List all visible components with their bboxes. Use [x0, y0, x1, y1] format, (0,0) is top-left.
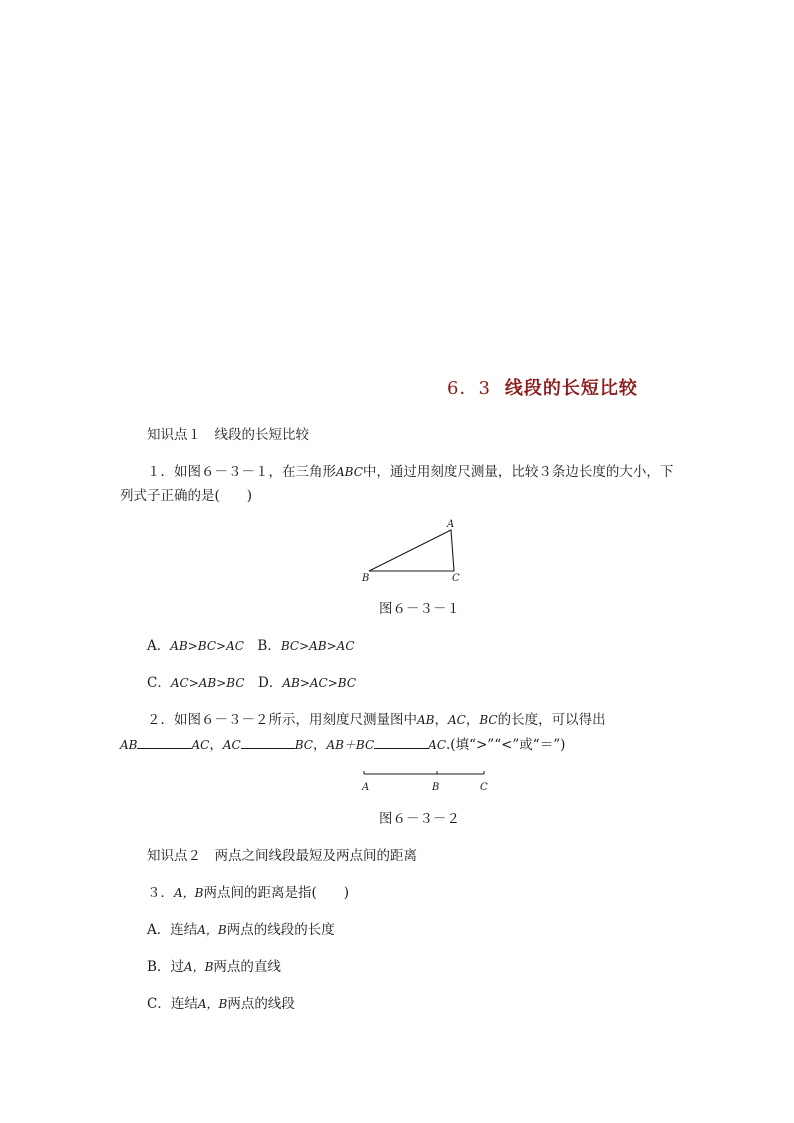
q3-opt-a-text-b: 两点的线段的长度 [226, 922, 335, 938]
q2-l2-ac-3: AC [428, 738, 447, 752]
option-b-letter: B． [243, 638, 281, 654]
q3-opt-c-text-a: C．连结 [147, 996, 198, 1012]
q2-sep-2: ， [465, 712, 480, 728]
figure-2-caption: 图６－３－２ [379, 811, 460, 827]
q2-l2-ab-plus-bc: AB＋BC [326, 738, 375, 752]
q1-options-row-2 [147, 673, 356, 693]
q2-text-a: ２．如图６－３－２所示，用刻度尺测量图中 [147, 712, 417, 728]
point-label-b: B [432, 782, 440, 793]
q2-l2-tail: .(填“>”“<”或“＝”) [446, 737, 566, 753]
q2-l2-ac-1: AC [191, 738, 210, 752]
section-number: 6．3 [447, 378, 491, 399]
answer-blank-2[interactable] [241, 736, 295, 749]
q3-text: 两点间的距离是指( ) [203, 885, 350, 901]
option-d-expr: AB>AC>BC [282, 676, 357, 690]
q2-l2-ac-2: AC [222, 738, 241, 752]
q1-text-a: １．如图６－３－１，在三角形 [147, 464, 336, 480]
option-c-letter: C． [147, 675, 171, 691]
answer-blank-3[interactable] [374, 736, 428, 749]
figure-1-caption: 图６－３－１ [379, 601, 460, 617]
figure-segment-abc [355, 766, 495, 796]
q3-option-a [147, 920, 335, 940]
triangle-shape [369, 530, 454, 571]
q1-options-row-1 [147, 636, 355, 656]
option-a-letter: A． [147, 638, 171, 654]
question-3-stem [147, 883, 349, 903]
answer-blank-1[interactable] [137, 736, 191, 749]
q1-triangle-name: ABC [336, 465, 363, 479]
question-1-line-2: 列式子正确的是( ) [120, 488, 253, 504]
point-label-a: A [362, 782, 370, 793]
option-a-expr: AB>BC>AC [170, 639, 244, 653]
q3-points: A，B [174, 886, 204, 900]
vertex-label-a: A [447, 519, 455, 530]
q2-ab: AB [417, 713, 435, 727]
q2-sep-1: ， [434, 712, 448, 728]
q3-opt-c-text-b: 两点的线段 [227, 996, 295, 1012]
option-d-letter: D． [244, 675, 283, 691]
q3-option-b [147, 957, 281, 977]
q2-l2-sep-2: ， [312, 737, 327, 753]
knowledge-point-1: 知识点１ 线段的长短比较 [147, 427, 309, 443]
vertex-label-b: B [362, 573, 370, 584]
section-heading-text: 线段的长短比较 [504, 378, 638, 399]
q2-l2-bc: BC [294, 738, 313, 752]
q3-opt-a-text-a: A．连结 [147, 922, 198, 938]
q2-ac: AC [447, 713, 466, 727]
question-1-line-1 [147, 462, 673, 482]
question-2-line-2 [120, 735, 565, 755]
q3-opt-b-text-b: 两点的直线 [213, 959, 281, 975]
option-b-expr: BC>AB>AC [280, 639, 355, 653]
q1-text-b: 中，通过用刻度尺测量，比较３条边长度的大小，下 [362, 464, 674, 480]
point-label-c: C [480, 782, 488, 793]
section-title [447, 374, 638, 400]
vertex-label-c: C [452, 573, 460, 584]
q2-l2-sep-1: ， [209, 737, 223, 753]
question-2-line-1 [147, 710, 606, 730]
knowledge-point-2: 知识点２ 两点之间线段最短及两点间的距离 [147, 848, 417, 864]
figure-triangle-abc [355, 515, 475, 587]
q3-number: ３． [147, 885, 174, 901]
option-c-expr: AC>AB>BC [170, 676, 245, 690]
q2-bc: BC [479, 713, 498, 727]
q3-opt-b-points: A，B [183, 960, 214, 974]
q2-l2-ab: AB [120, 738, 138, 752]
q3-option-c [147, 994, 295, 1014]
q3-opt-c-points: A，B [197, 997, 228, 1011]
q3-opt-b-text-a: B．过 [147, 959, 184, 975]
q3-opt-a-points: A，B [197, 923, 227, 937]
q2-text-b: 的长度，可以得出 [497, 712, 606, 728]
